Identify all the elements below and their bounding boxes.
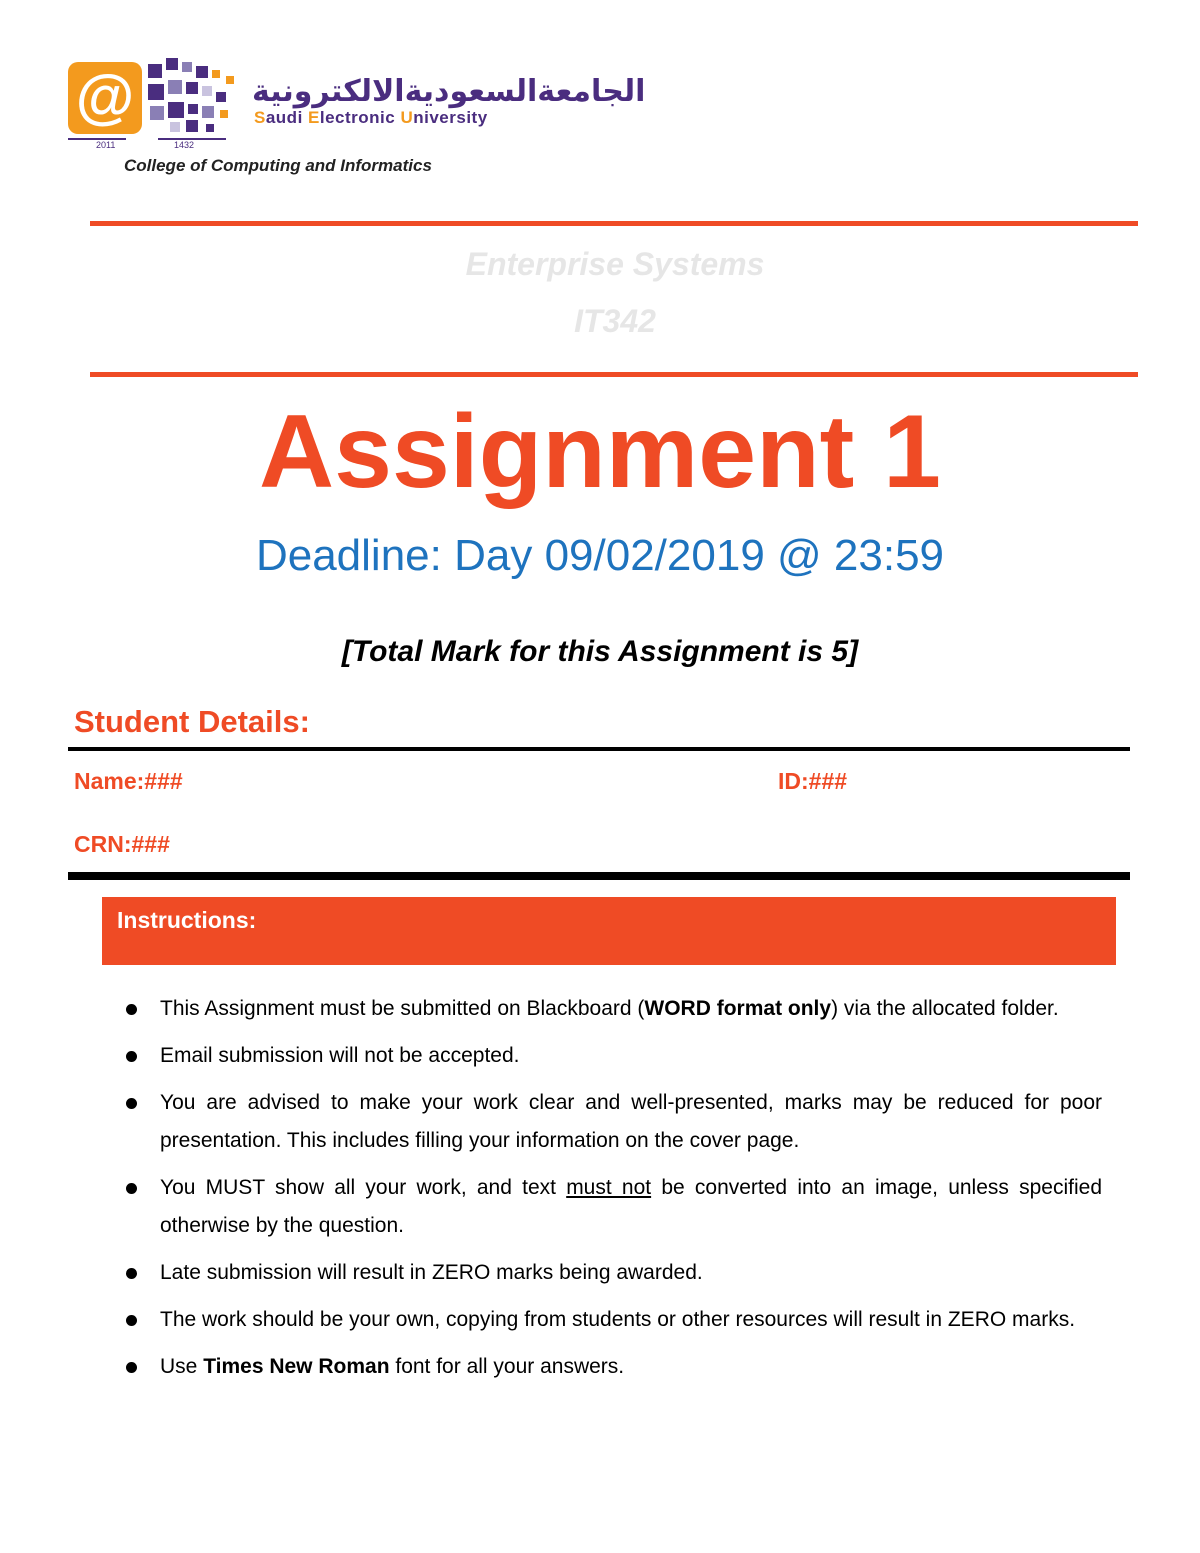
logo-pixel	[212, 70, 220, 78]
logo-pixel	[202, 86, 212, 96]
bottom-divider	[90, 372, 1138, 377]
logo-pixel	[188, 104, 198, 114]
student-name-field: Name:###	[74, 768, 183, 794]
list-item: The work should be your own, copying from students or other resources will result in ZERO marks.	[122, 1301, 1102, 1339]
instructions-banner	[102, 897, 1116, 965]
list-item: Email submission will not be accepted.	[122, 1037, 1102, 1075]
list-item: Use Times New Roman font for all your answers.	[122, 1348, 1102, 1386]
bullet-icon	[126, 1004, 137, 1015]
course-code: IT342	[574, 303, 656, 339]
logo-pixel	[182, 62, 192, 72]
student-details-heading: Student Details:	[74, 704, 310, 739]
logo-pixel	[220, 110, 228, 118]
logo-pixel	[186, 120, 198, 132]
list-item: This Assignment must be submitted on Blackboard (WORD format only) via the allocated folder.	[122, 990, 1102, 1028]
at-sign-icon: @	[68, 62, 142, 134]
bullet-icon	[126, 1268, 137, 1279]
logo-pixel	[226, 76, 234, 84]
assignment-title: Assignment 1	[259, 394, 941, 510]
logo-pixel	[148, 84, 164, 100]
logo-pixel	[206, 124, 214, 132]
logo-year-right: 1432	[174, 140, 195, 150]
course-name: Enterprise Systems	[465, 246, 765, 282]
student-id-field: ID:###	[778, 768, 848, 794]
bullet-icon	[126, 1098, 137, 1109]
logo-arabic-name: الجامعةالسعوديةالالكترونية	[252, 74, 646, 109]
bullet-icon	[126, 1051, 137, 1062]
logo-english-name: Saudi Electronic University	[254, 108, 488, 127]
deadline: Deadline: Day 09/02/2019 @ 23:59	[255, 531, 945, 580]
logo-pixel	[166, 58, 178, 70]
bullet-icon	[126, 1315, 137, 1326]
total-mark: [Total Mark for this Assignment is 5]	[341, 635, 859, 668]
bullet-icon	[126, 1183, 137, 1194]
logo-year-left: 2011	[96, 140, 116, 150]
university-logo	[68, 56, 646, 156]
top-divider	[90, 221, 1138, 226]
instructions-list	[122, 990, 1102, 1395]
student-details-divider	[68, 747, 1130, 751]
student-crn-field: CRN:###	[74, 831, 170, 857]
logo-pixel	[168, 102, 184, 118]
bullet-icon	[126, 1362, 137, 1373]
logo-pixel	[148, 64, 162, 78]
logo-pixel	[216, 92, 226, 102]
logo-pixel	[202, 106, 214, 118]
logo-pixel	[150, 106, 164, 120]
logo-pixel	[186, 82, 198, 94]
instructions-heading: Instructions:	[117, 907, 257, 933]
logo-pixel	[196, 66, 208, 78]
list-item: You are advised to make your work clear and well-presented, marks may be reduced for poor presentation. This includes filling your information on the cover page.	[122, 1084, 1102, 1160]
logo-pixel	[170, 122, 180, 132]
student-details-bottom-divider	[68, 872, 1130, 880]
list-item: Late submission will result in ZERO marks being awarded.	[122, 1254, 1102, 1292]
logo-pixel	[168, 80, 182, 94]
college-name: College of Computing and Informatics	[124, 156, 432, 175]
list-item: You MUST show all your work, and text must not be converted into an image, unless specified otherwise by the question.	[122, 1169, 1102, 1245]
